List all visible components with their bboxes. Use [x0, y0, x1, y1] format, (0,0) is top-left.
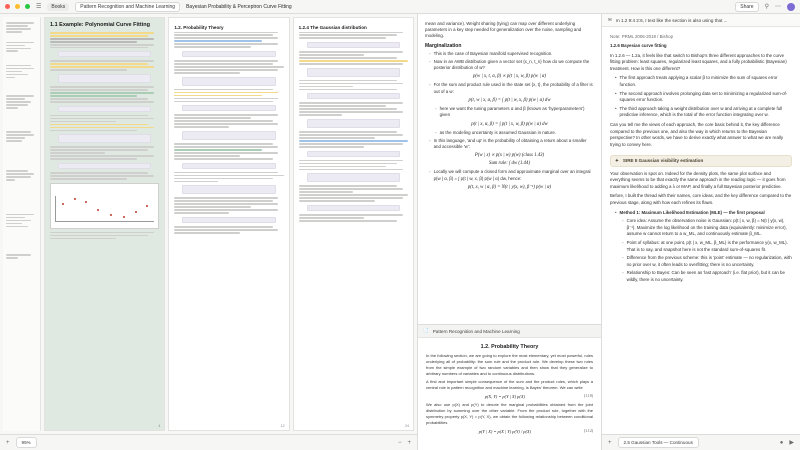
- bullet-dot-icon: ◦: [622, 218, 624, 224]
- notes-panel[interactable]: [418, 14, 602, 450]
- embedded-doc-paragraph: A first and important simple consequence of the sum and the product rules, which plays a central role in pattern recognition and machine learning, is Bayes' theorem. We can write: [426, 379, 593, 390]
- pdf-page-indicator[interactable]: 95%: [16, 437, 37, 448]
- pdf-page-number: 12: [280, 424, 285, 428]
- bullet-dot-icon: ◦: [622, 270, 624, 276]
- embedded-doc-tab[interactable]: [418, 325, 601, 338]
- assistant-method-text: Core idea: Assume the observation noise is Gaussian: p(t | x, w, β) = N(t | y(x, w), β⁻¹). Maximize the log likelihood on the training data (equivalently: minimize error), assume w cannot return to a w_ML, and continuously estimate β_ML.: [626, 218, 787, 237]
- assistant-bullet-text: The first approach treats applying a scalar β to minimize the sum of squares error function.: [619, 75, 778, 88]
- pdf-equation: [58, 106, 151, 112]
- assistant-body[interactable]: [602, 27, 800, 434]
- maximize-window-icon[interactable]: [25, 4, 30, 9]
- notes-bullet: [429, 59, 594, 72]
- tab-books[interactable]: Books: [47, 3, 69, 11]
- bullet-dot-icon: ◦: [622, 255, 624, 261]
- notes-bullet-text: Locally we will compute a closed form and approximate marginal over an integral p(w | α, β) = ∫ p(t | w, x, β) p(w | α) dw, hence:: [433, 169, 591, 181]
- pdf-pages[interactable]: [0, 14, 417, 434]
- assistant-question: Can you tell me the views of each approach, the core basic behind it, the key difference compared to the previous one, and also the way in which returns to the Bayesian perspective? In other words, we have to derive exactly what answer to what we are really trying to convey here.: [610, 122, 784, 147]
- main-area: [0, 14, 800, 450]
- plus-icon[interactable]: +: [608, 439, 612, 446]
- notes-bullet: [429, 82, 594, 95]
- notes-bullet: [429, 138, 594, 151]
- notes-formula: p(t | x, α, β) = ∫ p(t | x, w, β) p(w | α) dw: [471, 121, 548, 127]
- notes-intro: mean and variance). Weight sharing (tying) can map over different underlying parameters in a key step needed for generalization over the noise, sampling and modeling.: [425, 20, 582, 39]
- pdf-equation: [58, 51, 151, 57]
- assistant-subhead: 1.2.6 Bayesian curve fitting: [610, 43, 667, 48]
- embedded-doc-body[interactable]: [418, 338, 601, 450]
- assistant-method-sub: [622, 240, 792, 253]
- notes-bullet: [435, 106, 594, 119]
- pdf-page-3[interactable]: [293, 17, 414, 431]
- minimize-window-icon[interactable]: [15, 4, 20, 9]
- assistant-bullet-text: The third approach taking a weight distribution over w and arriving at a complete full predictive inference, which is the total of the error function integrating over w.: [619, 105, 783, 118]
- zoom-in-icon[interactable]: +: [407, 439, 411, 446]
- avatar[interactable]: [787, 3, 795, 11]
- notes-formula: p(t, x, w | α, β) = N(t | y(x, w), β⁻¹) p(w | α): [467, 185, 552, 191]
- notes-bullet-text: In this language, 'and up' is the probability of obtaining a return about a smaller and accessible 'w':: [433, 137, 587, 149]
- notes-bullet-text: as the modeling uncertainty is assumed Gaussian in nature.: [439, 129, 556, 135]
- pdf-page-2-title: 1.2. Probability Theory: [174, 25, 224, 30]
- assistant-section-title: SIRE II Gaussian visibility estimation: [622, 158, 704, 164]
- notes-bullet: [435, 130, 594, 136]
- assistant-bullet: [615, 106, 792, 119]
- pdf-page-3-title: 1.2.4 The Gaussian distribution: [298, 25, 367, 30]
- assistant-kicker: Note: PRML 2006-2019 / Bishop: [610, 34, 674, 39]
- notes-formula: p(t, w | x, α, β) = ∫ p(t | w, x, β) p(w | α) dw: [468, 98, 551, 103]
- notes-bullet: [429, 51, 594, 57]
- notes-formula: P(w | x) ∝ p(x | w) p(w) (class 1.43): [474, 153, 545, 159]
- equation-body: p(X, Y) = p(Y | X) p(X): [484, 394, 525, 399]
- bullet-dot-icon: ◦: [429, 50, 431, 56]
- sparkle-icon: ✦: [615, 157, 619, 163]
- traffic-lights[interactable]: [5, 4, 30, 9]
- bullet-dot-icon: •: [615, 209, 617, 215]
- embedded-doc-paragraph: In the following section, we are going to explore the most elementary, yet most powerful, rules underlying all of probability: the sum rule and the product rule. We develop these two rules from the simple example of two random variables and then show that they generalize to arbitrary numbers of variables and to continuous distributions.: [426, 353, 593, 376]
- sidebar-toggle-icon[interactable]: ☰: [36, 4, 42, 10]
- equation-body: p(Y | X) = p(X | Y) p(Y) / p(X): [478, 429, 532, 434]
- pdf-equation: [58, 163, 151, 169]
- pdf-page-1-title: 1.1 Example: Polynomial Curve Fitting: [50, 22, 150, 28]
- notes-bullet-text: here we want the tuning parameters α and β (known as 'hyperparameters') given: [439, 106, 585, 118]
- embedded-doc-equation: [426, 394, 593, 399]
- bullet-dot-icon: •: [615, 90, 617, 96]
- more-icon[interactable]: ⋯: [775, 4, 781, 10]
- embedded-doc-paragraph: We also use p(X) and p(Y) to denote the marginal probabilities obtained from the joint distribution by summing over the other variable. From the product rule, together with the symmetry property p(X, Y) = p(Y, X), we obtain the following relationship between conditional probabilities: [426, 402, 593, 425]
- chat-icon: ✉: [608, 17, 612, 22]
- assistant-method-sub: [622, 218, 792, 238]
- assistant-method-text: Relationship to Bayes: Can be seen as 'last approach' (i.e. flat prior), but it can be wildly, there is no uncertainty.: [626, 270, 785, 283]
- context-chip[interactable]: 2.5 Gaussian Tools — Continuous: [618, 437, 699, 448]
- assistant-paragraph: Your observation is spot on. Indeed for the density plots, the same plot surface and everything seems to be that exactly the same approach in the reading logic — it goes from maximum likelihood to adding a λ or MAP, and finally a full Bayesian posterior predictive.: [610, 170, 786, 189]
- assistant-method-sub: [622, 255, 792, 268]
- assistant-method-sub: [622, 270, 792, 283]
- embedded-doc-title: Pattern Recognition and Machine Learning: [432, 328, 520, 334]
- pdf-bottom-toolbar[interactable]: [0, 434, 417, 450]
- figure-axes: [55, 196, 154, 222]
- embedded-doc-heading: 1.2. Probability Theory: [480, 344, 539, 350]
- notes-bullet: [429, 169, 594, 182]
- zoom-out-icon[interactable]: −: [397, 439, 402, 446]
- assistant-panel[interactable]: [602, 14, 800, 450]
- bullet-dot-icon: •: [615, 75, 617, 81]
- bullet-dot-icon: ◦: [429, 137, 431, 143]
- bullet-dot-icon: ◦: [429, 169, 431, 175]
- pdf-margin-rail: [3, 17, 41, 431]
- plus-icon[interactable]: +: [6, 439, 10, 446]
- assistant-method-item: [615, 210, 792, 217]
- titlebar-actions: [735, 2, 795, 12]
- equation-number: (1.10): [583, 394, 593, 398]
- bullet-dot-icon: ◦: [429, 58, 431, 64]
- assistant-bullet: [615, 75, 792, 88]
- notes-formula: Sum rule: ∫ dw (1.44): [489, 161, 530, 167]
- pdf-equation: [58, 134, 151, 143]
- embedded-doc-equation: [426, 429, 593, 434]
- bullet-dot-icon: ◦: [435, 129, 437, 135]
- document-icon: 📄: [423, 328, 429, 333]
- close-window-icon[interactable]: [5, 4, 10, 9]
- pdf-figure: [50, 183, 159, 229]
- assistant-bullet: [615, 91, 792, 104]
- notes-bullet-text: For the sum and product rule used in the state set {x, t}, the probability of a filter is out of a w:: [433, 82, 593, 94]
- assistant-bullet-text: The second approach involves prolonging data set to minimizing a regularized sum-of-squares error function.: [619, 90, 788, 103]
- pdf-page-number: 4: [158, 424, 161, 428]
- assistant-method-text: Point of syllabus: at one point, p(t | x, w_ML, β_ML) is the performance y(x, w_ML). That is to say, and snapshot here is not the standard sum-of-squares fit.: [626, 240, 788, 252]
- pdf-page-number: 24: [404, 424, 409, 428]
- notes-formula: p(w | x, t, α, β) ∝ p(t | x, w, β) p(w | α): [473, 74, 546, 80]
- notes-bullet-text: This is the case of Bayesian manifold supervised recognition.: [433, 50, 553, 56]
- assistant-method-label: Method 1: Maximum Likelihood Estimation (MLE) — the first proposal: [619, 209, 765, 215]
- assistant-section-badge: [610, 155, 792, 167]
- equation-number: (1.12): [583, 429, 593, 433]
- pdf-page-1[interactable]: [44, 17, 165, 431]
- assistant-header[interactable]: [602, 14, 800, 27]
- bullet-dot-icon: ◦: [429, 82, 431, 88]
- assistant-intro: In 1.2.6 — 1.2a, it feels like that switch to Bishop's three different approaches to the curve fitting problem: least squares, regularized least squares, and a fully probabilistic (Bayesian) treatment. How is this one different?: [610, 52, 787, 71]
- bullet-dot-icon: ◦: [435, 106, 437, 111]
- mic-icon[interactable]: ●: [779, 439, 784, 446]
- window-titlebar: [0, 0, 800, 14]
- assistant-bottom-bar[interactable]: [602, 434, 800, 450]
- tab-prml[interactable]: Pattern Recognition and Machine Learning: [75, 2, 180, 12]
- bullet-dot-icon: •: [615, 105, 617, 111]
- search-icon[interactable]: ⚲: [764, 4, 769, 10]
- notes-content: [418, 14, 601, 198]
- assistant-paragraph: Before, I built the thread with their names, core ideas, and the key difference compared to the previous stage, along with how each refines its flaws.: [610, 193, 792, 205]
- notes-heading-marginalization: Marginalization: [425, 42, 462, 49]
- assistant-header-title: m 1.2 9:4 2:6, I text like the section is also using that ...: [615, 17, 728, 23]
- assistant-method-text: Difference from the previous scheme: this is 'point' estimate — no regularization, with no prior over w, it often leads to overfitting; there is no uncertainty.: [626, 255, 792, 267]
- embedded-document-card[interactable]: [418, 324, 601, 450]
- pdf-equation: [58, 74, 151, 83]
- send-icon[interactable]: ▶: [789, 440, 794, 446]
- page-title: Bayesian Probability & Perceptron Curve Fitting: [186, 3, 292, 10]
- share-button[interactable]: Share: [735, 2, 758, 12]
- bullet-dot-icon: ◦: [622, 240, 624, 246]
- pdf-viewer[interactable]: [0, 14, 418, 450]
- pdf-page-2[interactable]: [168, 17, 289, 431]
- notes-bullet-text: Now in an AWB distribution given a vector set {x_n, t_n} how do we compute the posterior distribution of w?: [433, 58, 590, 70]
